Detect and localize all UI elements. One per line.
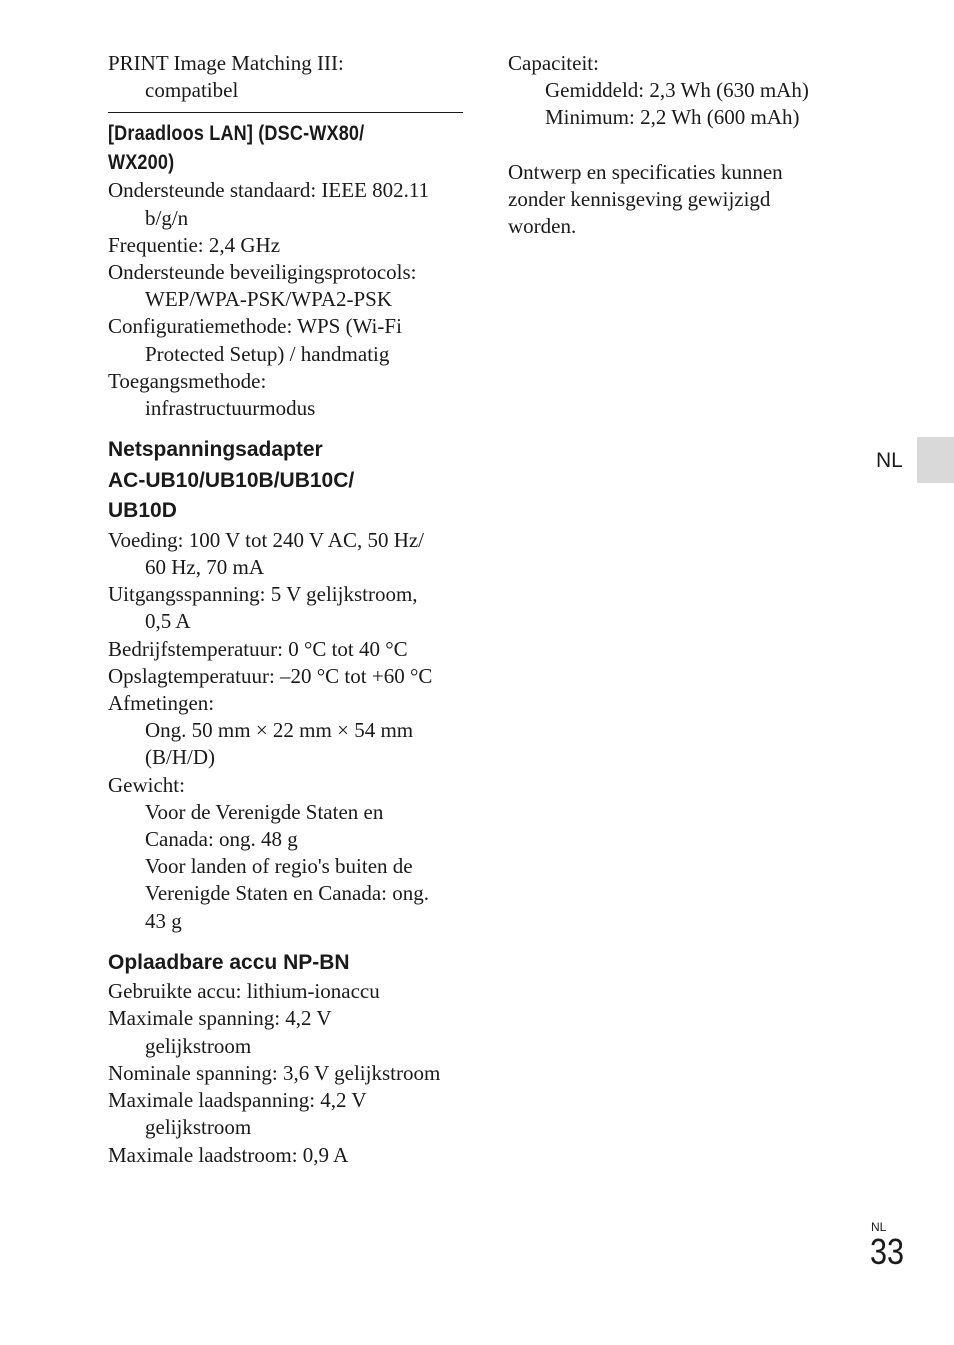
page-number: 33 — [870, 1231, 905, 1272]
adapter-output-cont: 0,5 A — [145, 609, 191, 634]
adapter-power-cont: 60 Hz, 70 mA — [145, 554, 264, 579]
capacity-average: Gemiddeld: 2,3 Wh (630 mAh) — [545, 78, 809, 103]
adapter-output: Uitgangsspanning: 5 V gelijkstroom, — [108, 582, 418, 607]
wlan-standard: Ondersteunde standaard: IEEE 802.11 — [108, 178, 430, 203]
wlan-security: Ondersteunde beveiligingsprotocols: — [108, 260, 417, 285]
side-tab-marker — [917, 437, 954, 483]
wlan-access-cont: infrastructuurmodus — [145, 396, 316, 421]
battery-max-voltage: Maximale spanning: 4,2 V — [108, 1006, 332, 1031]
battery-section — [108, 948, 468, 1169]
print-value: compatibel — [145, 78, 239, 103]
adapter-storage-temp: Opslagtemperatuur: –20 °C tot +60 °C — [108, 663, 433, 688]
right-column — [508, 50, 848, 240]
battery-heading: Oplaadbare accu NP-BN — [108, 950, 350, 974]
capacity-label: Capaciteit: — [508, 51, 599, 75]
notice-line1: Ontwerp en specificaties kunnen — [508, 159, 783, 184]
adapter-section — [108, 435, 468, 935]
wlan-config: Configuratiemethode: WPS (Wi-Fi — [108, 314, 402, 339]
adapter-operating-temp: Bedrijfstemperatuur: 0 °C tot 40 °C — [108, 636, 408, 661]
adapter-heading-line3: UB10D — [108, 499, 177, 523]
adapter-weight-us-cont: Canada: ong. 48 g — [145, 826, 298, 851]
adapter-weight-other-cont2: 43 g — [145, 908, 182, 933]
print-label: PRINT Image Matching III: — [108, 51, 344, 75]
wlan-heading-line2: WX200) — [108, 151, 175, 175]
left-column — [108, 50, 468, 1169]
side-tab-label: NL — [876, 449, 903, 472]
wlan-heading-line1: [Draadloos LAN] (DSC-WX80/ — [108, 122, 365, 146]
adapter-heading-line1: Netspanningsadapter — [108, 438, 323, 462]
wlan-security-cont: WEP/WPA-PSK/WPA2-PSK — [145, 287, 393, 312]
battery-charge-voltage: Maximale laadspanning: 4,2 V — [108, 1088, 367, 1113]
adapter-weight-label: Gewicht: — [108, 772, 185, 797]
adapter-heading-line2: AC-UB10/UB10B/UB10C/ — [108, 468, 355, 492]
wlan-frequency: Frequentie: 2,4 GHz — [108, 232, 281, 257]
adapter-weight-us: Voor de Verenigde Staten en — [145, 799, 384, 824]
wlan-config-cont: Protected Setup) / handmatig — [145, 341, 390, 366]
capacity-minimum: Minimum: 2,2 Wh (600 mAh) — [545, 105, 800, 130]
adapter-power: Voeding: 100 V tot 240 V AC, 50 Hz/ — [108, 527, 425, 552]
wlan-access: Toegangsmethode: — [108, 368, 267, 393]
battery-charge-voltage-cont: gelijkstroom — [145, 1115, 252, 1140]
battery-max-voltage-cont: gelijkstroom — [145, 1033, 252, 1058]
adapter-dimensions: Ong. 50 mm × 22 mm × 54 mm — [145, 718, 414, 743]
wlan-section — [108, 119, 468, 422]
notice-line3: worden. — [508, 214, 577, 239]
battery-nominal-voltage: Nominale spanning: 3,6 V gelijkstroom — [108, 1060, 441, 1085]
notice-line2: zonder kennisgeving gewijzigd — [508, 186, 771, 211]
adapter-dimensions-cont: (B/H/D) — [145, 745, 215, 770]
battery-type: Gebruikte accu: lithium-ionaccu — [108, 979, 380, 1004]
wlan-standard-cont: b/g/n — [145, 205, 189, 230]
adapter-weight-other: Voor landen of regio's buiten de — [145, 854, 413, 879]
footer-language: NL — [871, 1220, 887, 1234]
adapter-dimensions-label: Afmetingen: — [108, 690, 215, 715]
battery-charge-current: Maximale laadstroom: 0,9 A — [108, 1142, 349, 1167]
adapter-weight-other-cont: Verenigde Staten en Canada: ong. — [145, 881, 429, 906]
